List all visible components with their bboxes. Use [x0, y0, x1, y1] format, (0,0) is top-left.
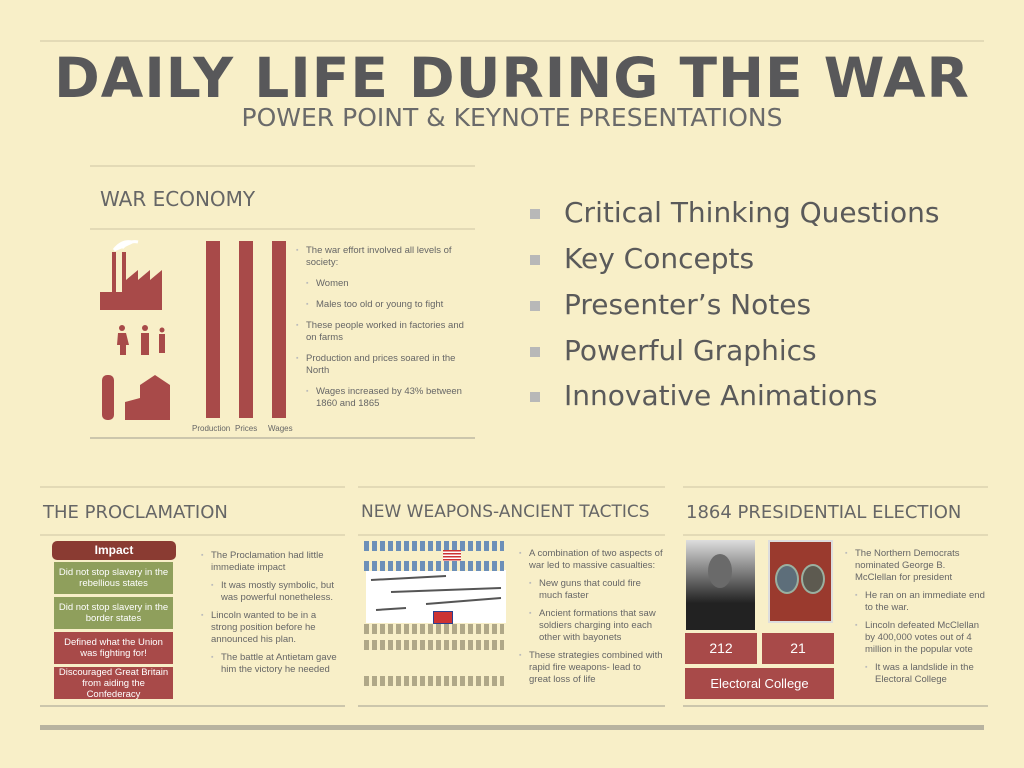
- factory-people-farm-icons: [100, 240, 185, 420]
- slide-war-economy: [90, 165, 475, 441]
- bar-label: Wages: [268, 424, 293, 433]
- bullet: ▪ The Northern Democrats nominated George B. McClellan for president: [845, 548, 987, 584]
- page-subtitle: POWER POINT & KEYNOTE PRESENTATIONS: [241, 103, 783, 132]
- bullet-list: [519, 548, 664, 686]
- confederate-soldiers-image: [364, 640, 504, 650]
- bar-label: Prices: [235, 424, 258, 433]
- bullet: ▪ Wages increased by 43% between 1860 and 1865: [296, 386, 472, 410]
- bullet: ▪ Women: [296, 278, 472, 290]
- slide-title: 1864 PRESIDENTIAL ELECTION: [686, 502, 962, 523]
- bullet: ▪ These people worked in factories and on farms: [296, 320, 472, 344]
- confederate-flag-icon: [433, 611, 453, 624]
- bullet-list: [845, 548, 987, 686]
- bullet: ▪ The Proclamation had little immediate impact: [201, 550, 343, 574]
- bullet: ▪ The war effort involved all levels of society:: [296, 245, 472, 269]
- confederate-soldiers-image: [364, 624, 504, 634]
- bottom-divider: [40, 725, 984, 730]
- bullet: ▪ These strategies combined with rapid fire weapons- lead to great loss of life: [519, 650, 664, 686]
- bullet: ▪ It was a landslide in the Electoral College: [845, 662, 987, 686]
- impact-box: Did not stop slavery in the border states: [54, 597, 173, 629]
- bullet: ▪ Production and prices soared in the North: [296, 353, 472, 377]
- slide-title: WAR ECONOMY: [100, 187, 256, 211]
- bar-production: [206, 241, 220, 418]
- electoral-college-label: Electoral College: [685, 668, 834, 699]
- lincoln-portrait: [686, 540, 755, 630]
- impact-header: Impact: [52, 541, 176, 560]
- slide-title: THE PROCLAMATION: [43, 502, 228, 523]
- feature-item: Critical Thinking Questions: [530, 196, 939, 229]
- impact-box: Defined what the Union was fighting for!: [54, 632, 173, 664]
- bullet: ▪ Ancient formations that saw soldiers charging into each other with bayonets: [519, 608, 664, 644]
- bullet: ▪ Lincoln defeated McClellan by 400,000 votes out of 4 million in the popular vote: [845, 620, 987, 656]
- slide-title: NEW WEAPONS-ANCIENT TACTICS: [361, 502, 650, 522]
- lincoln-electoral-votes: 212: [685, 633, 757, 664]
- slide-election: [683, 486, 988, 710]
- mcclellan-electoral-votes: 21: [762, 633, 834, 664]
- bar-label: Production: [192, 424, 231, 433]
- us-flag-icon: [443, 550, 461, 561]
- top-divider: [40, 40, 984, 42]
- union-soldiers-image: [364, 541, 504, 551]
- farm-icon: [102, 375, 170, 420]
- feature-item: Powerful Graphics: [530, 334, 817, 367]
- bullet: ▪ New guns that could fire much faster: [519, 578, 664, 602]
- slide-weapons: [358, 486, 665, 710]
- impact-box: Discouraged Great Britain from aiding the Confederacy: [54, 667, 173, 699]
- feature-item: Key Concepts: [530, 242, 754, 275]
- bullet: ▪ He ran on an immediate end to the war.: [845, 590, 987, 614]
- bullet-list: [296, 245, 472, 410]
- people-icon: [117, 325, 165, 355]
- slide-proclamation: [40, 486, 345, 710]
- union-soldiers-image: [364, 561, 504, 571]
- bullet: ▪ It was mostly symbolic, but was powerful nonetheless.: [201, 580, 343, 604]
- feature-item: Presenter’s Notes: [530, 288, 811, 321]
- confederate-soldiers-image: [364, 676, 504, 686]
- feature-item: Innovative Animations: [530, 379, 877, 412]
- bullet: ▪ Lincoln wanted to be in a strong position before he announced his plan.: [201, 610, 343, 646]
- bullet-list: [201, 550, 343, 676]
- page-title: DAILY LIFE DURING THE WAR: [54, 46, 970, 110]
- bar-wages: [272, 241, 286, 418]
- bar-prices: [239, 241, 253, 418]
- bullet: ▪ A combination of two aspects of war led to massive casualties:: [519, 548, 664, 572]
- impact-box: Did not stop slavery in the rebellious states: [54, 562, 173, 594]
- bullet: ▪ Males too old or young to fight: [296, 299, 472, 311]
- factory-icon: [100, 252, 162, 310]
- bullet: ▪ The battle at Antietam gave him the victory he needed: [201, 652, 343, 676]
- mcclellan-poster: [768, 540, 833, 623]
